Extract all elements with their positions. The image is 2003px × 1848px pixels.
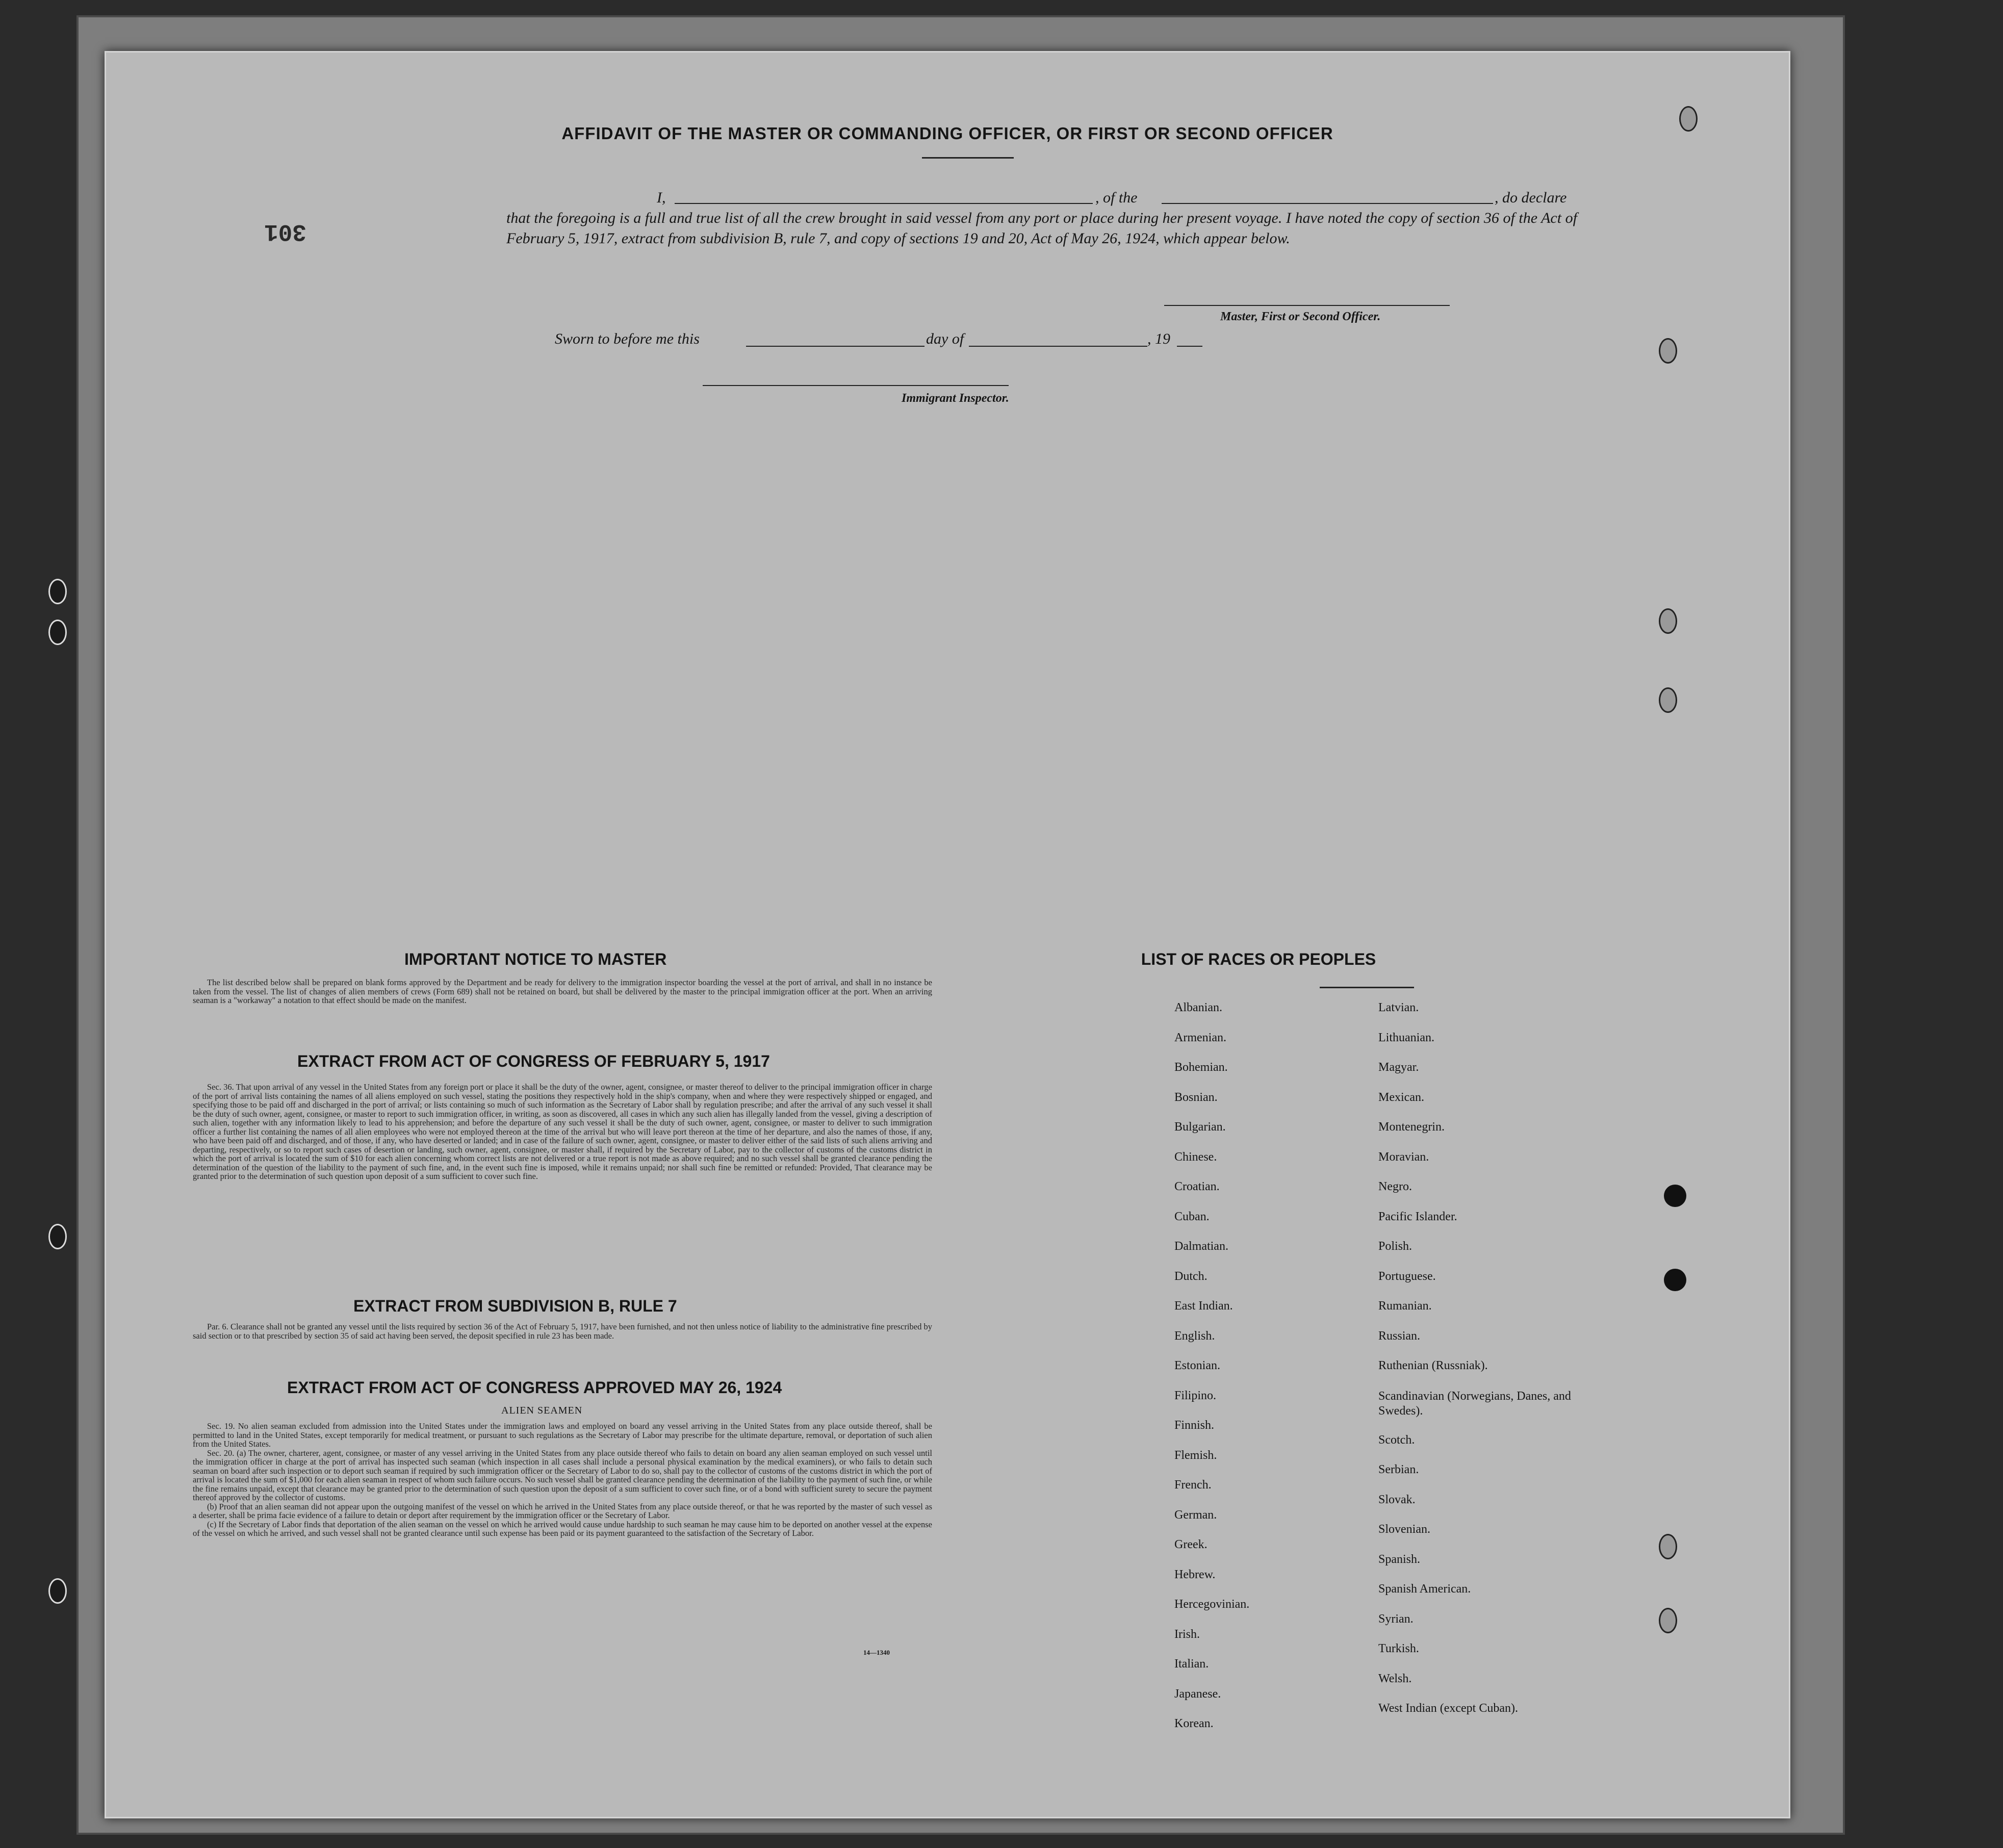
binder-hole-icon <box>1659 338 1677 364</box>
race-item: Spanish. <box>1378 1552 1421 1566</box>
race-item: Slovak. <box>1378 1493 1416 1506</box>
master-signature-line <box>1164 305 1450 306</box>
race-item: Lithuanian. <box>1378 1031 1434 1044</box>
inspector-signature-line <box>703 385 1009 386</box>
race-item: Dalmatian. <box>1174 1240 1228 1253</box>
sec-19-paragraph: Sec. 19. No alien seaman excluded from admission into the United States under the immigration laws and employed on board any vessel arriving in the United States from any place outside thereof, shall be permitted to land in the United States, except temporarily for medical treatment, or pursuant to such regulations as the Secretary of Labor may prescribe for the ultimate departure, removal, or deportation of such alien from the United States. <box>193 1421 932 1449</box>
i-label: I, <box>657 189 666 206</box>
race-item: West Indian (except Cuban). <box>1378 1702 1518 1715</box>
race-item: East Indian. <box>1174 1299 1233 1313</box>
race-item: Slovenian. <box>1378 1523 1430 1536</box>
race-item: Dutch. <box>1174 1269 1208 1283</box>
title-rule <box>922 157 1014 159</box>
sec-36-paragraph: Sec. 36. That upon arrival of any vessel in the United States from any foreign port or place it shall be the duty of the owner, agent, consignee, or master thereof to deliver to the principal immigration officer in charge of the port of arrival lists containing the names of all aliens employed on such vessel, stating the positions they respectively hold in the ship's company, when and where they were respectively shipped or engaged, and specifying those to be paid off and discharged in the port of arrival; or lists containing so much of such information as the Secretary of Labor shall by regulation prescribe; and after the arrival of any such vessel it shall be the duty of such owner, agent, consignee, or master to report to such immigration officer, in writing, as soon as discovered, all cases in which any such alien has illegally landed from the vessel, giving a description of such alien, together with any information likely to lead to his apprehension; and before the departure of any such vessel it shall be the duty of such owner, agent, consignee, or master to deliver to such immigration officer a further list containing the names of all alien employees who were not employed thereon at the time of the arrival but who will leave port thereon at the time of her departure, and also the names of those, if any, who have been paid off and discharged, and of those, if any, who have deserted or landed; and in case of the failure of such owner, agent, consignee, or master to deliver either of the said lists of such aliens arriving and departing, respectively, or so to report such cases of desertion or landing, such owner, agent, consignee, or master shall, if required by the Secretary of Labor, pay to the collector of customs of the customs district in which the port of arrival is located the sum of $10 for each alien concerning whom correct lists are not delivered or a true report is not made as above required; and no such vessel shall be granted clearance pending the determination of the question of the liability to the payment of such fine, and, in the event such fine is imposed, while it remains unpaid; nor shall such fine be remitted or refunded: Provided, That clearance may be granted prior to the determination of such question upon deposit of a sum sufficient to cover such fine. <box>193 1082 932 1181</box>
binder-hole-icon <box>1659 1534 1677 1559</box>
races-title-rule <box>1320 987 1414 988</box>
binder-hole-icon <box>1659 608 1677 634</box>
race-item: Montenegrin. <box>1378 1120 1445 1134</box>
do-declare-label: , do declare <box>1495 189 1567 206</box>
race-item: Spanish American. <box>1378 1582 1471 1596</box>
manifest-page <box>105 51 1790 1818</box>
sworn-prefix: Sworn to before me this <box>555 330 700 347</box>
binder-hole-icon <box>48 579 67 604</box>
race-item: Korean. <box>1174 1717 1214 1730</box>
race-item: Ruthenian (Russniak). <box>1378 1359 1488 1372</box>
race-item: English. <box>1174 1329 1215 1343</box>
race-item: Scotch. <box>1378 1433 1415 1447</box>
act-1924-title: EXTRACT FROM ACT OF CONGRESS APPROVED MAY 26, 1924 <box>287 1378 782 1397</box>
race-item: Moravian. <box>1378 1150 1429 1164</box>
race-item: Albanian. <box>1174 1001 1222 1014</box>
affidavit-body <box>506 188 1577 249</box>
race-item: Latvian. <box>1378 1001 1419 1014</box>
sec-20b-paragraph: (b) Proof that an alien seaman did not appear upon the outgoing manifest of the vessel on which he arrived in the United States from any place outside thereof, or that he was reported by the master of such vessel as a deserter, shall be prima facie evidence of a failure to detain or deport after requirement by the immigration officer or the Secretary of Labor. <box>193 1501 932 1520</box>
act-1924-text <box>193 1422 932 1538</box>
races-left-column <box>1174 1001 1249 1747</box>
race-item: Filipino. <box>1174 1389 1217 1402</box>
affidavit-title: AFFIDAVIT OF THE MASTER OR COMMANDING OFFICER, OR FIRST OR SECOND OFFICER <box>561 124 1333 143</box>
race-item: Finnish. <box>1174 1419 1215 1432</box>
race-item: Serbian. <box>1378 1463 1419 1476</box>
race-item: Italian. <box>1174 1657 1209 1671</box>
race-item: Bulgarian. <box>1174 1120 1226 1134</box>
binder-hole-icon <box>48 620 67 645</box>
par-6-paragraph: Par. 6. Clearance shall not be granted any vessel until the lists required by section 36 of the Act of February 5, 1917, have been furnished, and not then unless notice of liability to the administrative fine prescribed by said section or to that prescribed by section 35 of said act having been served, the deposit specified in rule 23 has been made. <box>193 1322 932 1341</box>
race-item: German. <box>1174 1508 1217 1522</box>
race-item: Magyar. <box>1378 1061 1419 1074</box>
inspector-caption: Immigrant Inspector. <box>902 392 1009 405</box>
race-item: Japanese. <box>1174 1687 1221 1701</box>
notice-paragraph: The list described below shall be prepared on blank forms approved by the Department and be ready for delivery to the immigration inspector boarding the vessel at the port of arrival, and shall in no instance be taken from the vessel. The list of changes of alien members of crews (Form 689) shall not be retained on board, but shall be delivered by the master to the principal immigration officer at the port. When an arriving seaman is a "workaway" a notation to that effect should be made on the manifest. <box>193 978 932 1005</box>
race-item: Bohemian. <box>1174 1061 1228 1074</box>
year-prefix: , 19 <box>1147 330 1170 347</box>
sec-20a-paragraph: Sec. 20. (a) The owner, charterer, agent, consignee, or master of any vessel arriving in the United States from any place outside thereof who fails to detain on board any alien seaman employed on such vessel until the immigration officer in charge at the port of arrival has inspected such seaman (which inspection in all cases shall include a personal physical examination by the medical examiners), or who fails to detain such seaman on board after such inspection or to deport such seaman if required by such immigration officer or the Secretary of Labor to do so, shall pay to the collector of customs of the customs district in which the port of arrival is located the sum of $1,000 for each alien seaman in respect of whom such failure occurs. No such vessel shall be granted clearance pending the determination of the liability to the payment of such fine, or while the fine remains unpaid, except that clearance may be granted prior to the determination of such question upon the deposit of a sum sufficient to cover such fine, or of a bond with sufficient surety to secure the payment thereof approved by the collector of customs. <box>193 1448 932 1502</box>
race-item: Hebrew. <box>1174 1568 1216 1581</box>
rule-7-text <box>193 1322 932 1340</box>
race-item: Turkish. <box>1378 1642 1419 1655</box>
punch-hole-icon <box>1664 1185 1686 1207</box>
race-item: Welsh. <box>1378 1672 1412 1685</box>
binder-hole-icon <box>48 1578 67 1604</box>
act-1917-text <box>193 1083 932 1181</box>
races-right-column <box>1378 1001 1593 1732</box>
punch-hole-icon <box>1664 1269 1686 1291</box>
affidavit-declaration-line <box>506 188 1577 208</box>
race-item: Negro. <box>1378 1180 1412 1193</box>
name-blank <box>675 190 1093 204</box>
sworn-line <box>555 330 1170 351</box>
races-title: LIST OF RACES OR PEOPLES <box>1141 950 1376 968</box>
race-item: Russian. <box>1378 1329 1421 1343</box>
page-stamp: 301 <box>264 218 306 245</box>
month-blank <box>969 332 1147 347</box>
race-item: Syrian. <box>1378 1612 1414 1626</box>
notice-text <box>193 978 932 1005</box>
race-item: Flemish. <box>1174 1448 1217 1462</box>
rule-7-title: EXTRACT FROM SUBDIVISION B, RULE 7 <box>353 1297 677 1315</box>
affidavit-text: that the foregoing is a full and true list of all the crew brought in said vessel from any port or place during her present voyage. I have noted the copy of section 36 of the Act of February 5, 1917, extract from subdivision B, rule 7, and copy of sections 19 and 20, Act of May 26, 1924, which appear below. <box>506 210 1577 247</box>
race-item: Polish. <box>1378 1240 1413 1253</box>
notice-title: IMPORTANT NOTICE TO MASTER <box>404 950 667 968</box>
sec-20c-paragraph: (c) If the Secretary of Labor finds that deportation of the alien seaman on the vessel on which he arrived would cause undue hardship to such seaman he may cause him to be deported on another vessel at the expense of the vessel on which he arrived, and such vessel shall not be granted clearance until such expense has been paid or its payment guaranteed to the satisfaction of the Secretary of Labor. <box>193 1519 932 1538</box>
binder-hole-icon <box>1659 687 1677 713</box>
race-item: Cuban. <box>1174 1210 1210 1223</box>
act-1917-title: EXTRACT FROM ACT OF CONGRESS OF FEBRUARY 5, 1917 <box>297 1052 770 1070</box>
race-item: Hercegovinian. <box>1174 1598 1250 1611</box>
binder-hole-icon <box>1659 1608 1677 1633</box>
race-item: Armenian. <box>1174 1031 1226 1044</box>
race-item: Estonian. <box>1174 1359 1220 1372</box>
race-item: Portuguese. <box>1378 1269 1436 1283</box>
day-of-label: day of <box>926 330 964 347</box>
race-item: French. <box>1174 1478 1212 1492</box>
race-item: Rumanian. <box>1378 1299 1432 1313</box>
race-item: Irish. <box>1174 1627 1200 1641</box>
vessel-blank <box>1162 190 1493 204</box>
race-item: Greek. <box>1174 1538 1208 1551</box>
alien-seamen-subtitle: ALIEN SEAMEN <box>501 1405 583 1416</box>
binder-hole-icon <box>48 1224 67 1249</box>
race-item: Chinese. <box>1174 1150 1217 1164</box>
race-item: Pacific Islander. <box>1378 1210 1457 1223</box>
day-blank <box>746 332 925 347</box>
master-signature-caption: Master, First or Second Officer. <box>1220 310 1381 323</box>
of-the-label: , of the <box>1095 189 1138 206</box>
race-item: Scandinavian (Norwegians, Danes, and Swedes). <box>1378 1389 1571 1418</box>
race-item: Bosnian. <box>1174 1090 1218 1104</box>
race-item: Croatian. <box>1174 1180 1220 1193</box>
race-item: Mexican. <box>1378 1090 1424 1104</box>
year-blank <box>1177 332 1202 347</box>
form-number: 14—1340 <box>863 1649 890 1656</box>
